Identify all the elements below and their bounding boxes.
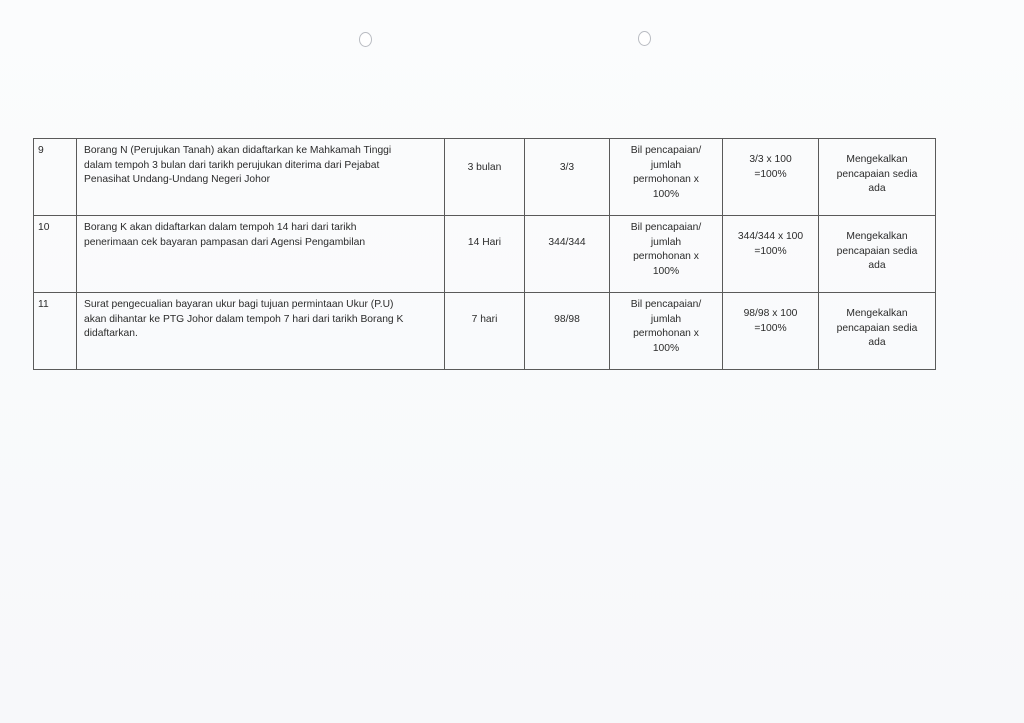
action-line: pencapaian sedia <box>836 168 918 180</box>
row-number: 10 <box>38 222 50 233</box>
calculation-line: 344/344 x 100 <box>737 231 804 242</box>
formula-line: jumlah <box>650 236 682 248</box>
timeframe-cell <box>445 216 525 293</box>
formula-cell <box>610 293 723 370</box>
punch-hole-right <box>638 31 651 46</box>
timeframe: 14 Hari <box>467 237 502 248</box>
calculation-cell <box>723 293 819 370</box>
description-line: Surat pengecualian bayaran ukur bagi tujuan permintaan Ukur (P.U) <box>84 299 394 310</box>
timeframe-cell <box>445 293 525 370</box>
action-line: Mengekalkan <box>846 231 908 242</box>
formula-line: jumlah <box>650 313 682 325</box>
description-line: akan dihantar ke PTG Johor dalam tempoh 7 hari dari tarikh Borang K <box>84 313 404 325</box>
table-row <box>34 293 936 370</box>
formula-line: permohonan x <box>633 251 699 263</box>
achievement-cell <box>525 216 610 293</box>
action-line: ada <box>868 337 886 349</box>
action-cell <box>819 293 936 370</box>
row-number-cell <box>34 216 77 293</box>
action-line: ada <box>868 183 886 195</box>
description-line: Borang N (Perujukan Tanah) akan didaftarkan ke Mahkamah Tinggi <box>84 145 392 156</box>
row-number-cell <box>34 293 77 370</box>
action-cell <box>819 139 936 216</box>
formula-line: Bil pencapaian/ <box>630 145 702 156</box>
timeframe-cell <box>445 139 525 216</box>
description-line: dalam tempoh 3 bulan dari tarikh perujukan diterima dari Pejabat <box>84 159 380 171</box>
formula-line: permohonan x <box>633 328 699 340</box>
calculation-cell <box>723 216 819 293</box>
description-line: Borang K akan didaftarkan dalam tempoh 14 hari dari tarikh <box>84 222 357 233</box>
achievement: 98/98 <box>554 314 580 325</box>
achievement: 344/344 <box>548 237 586 248</box>
formula-line: Bil pencapaian/ <box>630 299 702 310</box>
description-line: Penasihat Undang-Undang Negeri Johor <box>84 174 271 186</box>
calculation-cell <box>723 139 819 216</box>
action-line: pencapaian sedia <box>836 245 918 257</box>
achievement: 3/3 <box>559 162 575 173</box>
description-cell <box>77 139 445 216</box>
timeframe: 3 bulan <box>467 162 502 173</box>
formula-line: permohonan x <box>633 174 699 186</box>
table-row <box>34 216 936 293</box>
row-number: 9 <box>38 145 44 156</box>
action-cell <box>819 216 936 293</box>
formula-line: Bil pencapaian/ <box>630 222 702 233</box>
description-line: penerimaan cek bayaran pampasan dari Agensi Pengambilan <box>84 236 366 248</box>
formula-cell <box>610 139 723 216</box>
calculation-line: =100% <box>754 245 787 257</box>
formula-line: jumlah <box>650 159 682 171</box>
row-number: 11 <box>38 299 49 310</box>
performance-table <box>33 138 936 370</box>
row-number-cell <box>34 139 77 216</box>
action-line: ada <box>868 260 886 272</box>
description-cell <box>77 293 445 370</box>
achievement-cell <box>525 293 610 370</box>
calculation-line: =100% <box>754 322 787 334</box>
calculation-line: 98/98 x 100 <box>743 308 798 319</box>
formula-cell <box>610 216 723 293</box>
formula-line: 100% <box>652 188 680 200</box>
description-cell <box>77 216 445 293</box>
action-line: Mengekalkan <box>846 154 908 165</box>
timeframe: 7 hari <box>471 314 498 325</box>
achievement-cell <box>525 139 610 216</box>
formula-line: 100% <box>652 265 680 277</box>
action-line: Mengekalkan <box>846 308 908 319</box>
action-line: pencapaian sedia <box>836 322 918 334</box>
description-line: didaftarkan. <box>84 328 138 340</box>
formula-line: 100% <box>652 342 680 354</box>
table-row <box>34 139 936 216</box>
calculation-line: 3/3 x 100 <box>749 154 792 165</box>
calculation-line: =100% <box>754 168 787 180</box>
punch-hole-left <box>359 32 372 47</box>
